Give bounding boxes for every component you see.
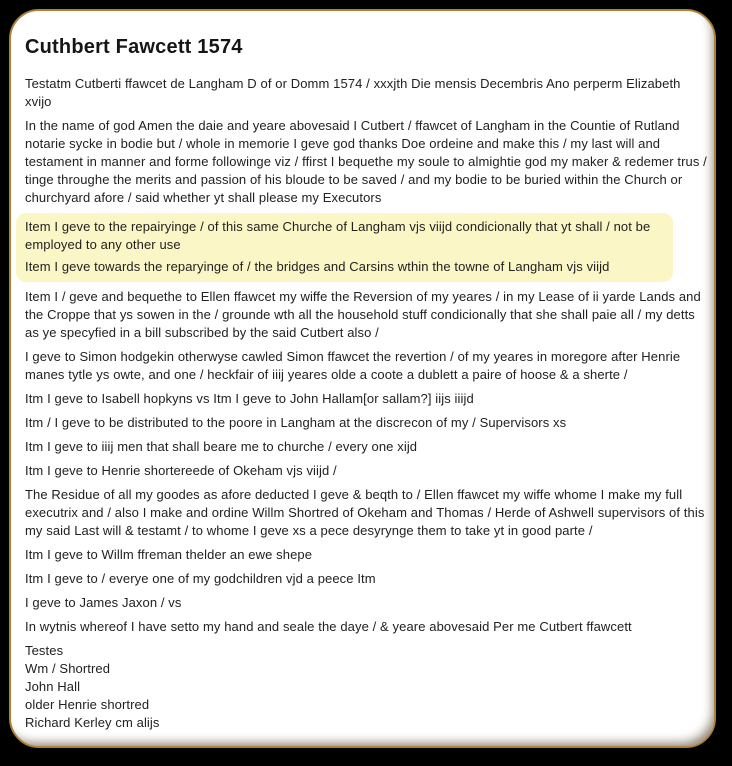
witness-line: John Hall <box>25 679 81 694</box>
paragraph: Itm I geve to / everye one of my godchildren vjd a peece Itm <box>25 571 376 586</box>
paragraph: Testatm Cutberti ffawcet de Langham D of or Domm 1574 / xxxjth Die mensis Decembris Ano perperm Elizabeth xvijo <box>25 76 681 109</box>
document-body <box>25 75 709 636</box>
paragraph: In the name of god Amen the daie and yeare abovesaid I Cutbert / ffawcet of Langham in the Countie of Rutland notarie sycke in bodie but / whole in memorie I geve god thanks Doe ordeine and make this / my last will and testament in manner and forme followinge viz / ffirst I bequethe my soule to almightie god my maker & redemer trus / tinge throughe the merits and passion of his bloude to be saved / and my bodie to be buried within the Church or churchyard afore / said whether yt shall please my Executors <box>25 118 707 205</box>
witness-line: Wm / Shortred <box>25 661 111 676</box>
paragraph: In wytnis whereof I have setto my hand and seale the daye / & yeare abovesaid Per me Cutbert ffawcett <box>25 619 632 634</box>
document-card <box>9 9 716 748</box>
witness-line: Testes <box>25 643 64 658</box>
witness-line: Richard Kerley cm alijs <box>25 715 160 730</box>
paragraph: Itm / I geve to be distributed to the poore in Langham at the discrecon of my / Supervisors xs <box>25 415 567 430</box>
paragraph: The Residue of all my goodes as afore deducted I geve & beqth to / Ellen ffawcet my wiffe whome I make my full executrix and / also I make and ordine Willm Shortred of Okeham and Thomas / Herde of Ashwell supervisors of this my said Last will & testamt / to whome I geve xs a pece desyrynge them to take yt in good parte / <box>25 487 705 538</box>
highlighted-paragraph: Item I geve to the repairyinge / of this same Churche of Langham vjs viijd condicionally that yt shall / not be employed to any other use <box>25 219 651 252</box>
paragraph: Itm I geve to Willm ffreman thelder an ewe shepe <box>25 547 313 562</box>
witness-line: older Henrie shortred <box>25 697 150 712</box>
highlighted-paragraph: Item I geve towards the reparyinge of / the bridges and Carsins wthin the towne of Langham vjs viijd <box>25 259 610 274</box>
paragraph: Itm I geve to Henrie shortereede of Okeham vjs viijd / <box>25 463 337 478</box>
paragraph: Itm I geve to iiij men that shall beare me to churche / every one xijd <box>25 439 418 454</box>
highlighted-section <box>16 213 673 282</box>
page-title: Cuthbert Fawcett 1574 <box>25 36 243 58</box>
paragraph: Itm I geve to Isabell hopkyns vs Itm I geve to John Hallam[or sallam?] iijs iiijd <box>25 391 474 406</box>
paragraph: Item I / geve and bequethe to Ellen ffawcet my wiffe the Reversion of my yeares / in my Lease of ii yarde Lands and the Croppe that ys sowen in the / grounde wth all the household stuff condicionally that she shall paie all / my detts as ye specyfied in a bill subscribed by the said Cutbert also / <box>25 289 701 340</box>
paragraph: I geve to James Jaxon / vs <box>25 595 182 610</box>
witness-list <box>25 642 705 732</box>
paragraph: I geve to Simon hodgekin otherwyse cawled Simon ffawcet the revertion / of my yeares in moregore after Henrie manes tytle ys owte, and one / heckfair of iiij yeares olde a coote a dublett a paire of hoose & a sherte / <box>25 349 681 382</box>
